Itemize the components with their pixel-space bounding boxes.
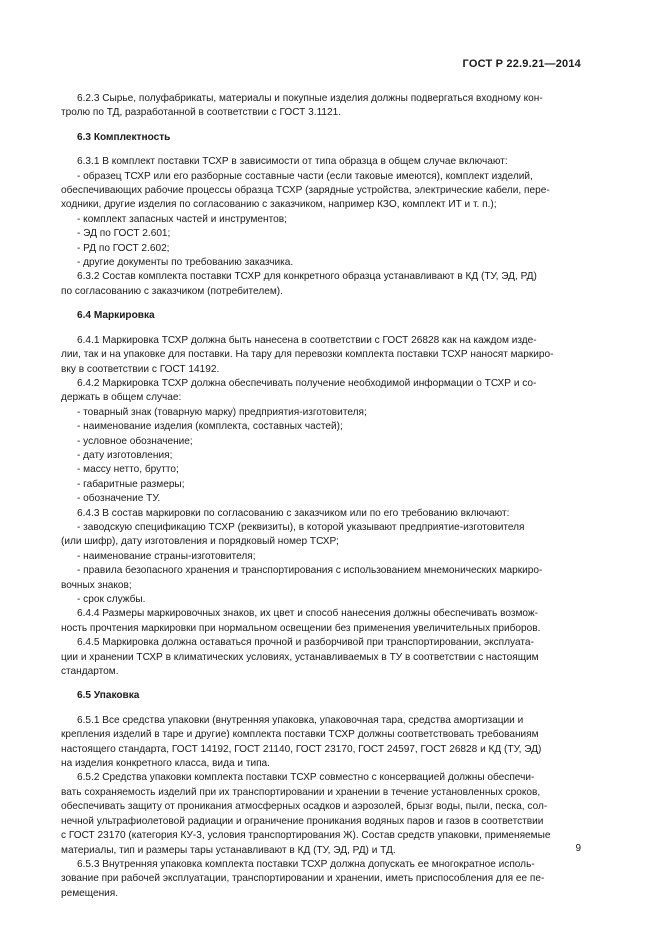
list-item: - наименование страны-изготовителя;: [77, 550, 256, 562]
text-line: вать сохраняемость изделий при их транспортировании и хранении в течение установленных сроков,: [61, 786, 541, 798]
text-line: вочных знаков;: [61, 579, 132, 591]
text-line: лии, так и на упаковке для поставки. На тару для перевозки комплекта поставки ТСХР наносят маркиро-: [61, 349, 554, 361]
text-line: настоящего стандарта, ГОСТ 14192, ГОСТ 21140, ГОСТ 23170, ГОСТ 24597, ГОСТ 26828 и КД (ТУ, ЭД): [61, 743, 542, 755]
text-line: ность прочтения маркировки при нормальном освещении без применения увеличительных приборов.: [61, 622, 541, 634]
list-item: - товарный знак (товарную марку) предприятия-изготовителя;: [77, 406, 367, 418]
section-heading: 6.4 Маркировка: [77, 310, 155, 322]
page-content: [61, 92, 581, 901]
text-line: материалы, тип и размеры тары устанавливают в КД (ТУ, ЭД, РД) и ТД.: [61, 844, 396, 856]
text-line: 6.5.2 Средства упаковки комплекта поставки ТСХР совместно с консервацией должны обеспечи-: [77, 772, 535, 784]
text-line: по согласованию с заказчиком (потребителем).: [61, 285, 283, 297]
list-item: - заводскую спецификацию ТСХР (реквизиты), в которой указывают предприятие-изготовителя: [77, 521, 525, 533]
list-item: - правила безопасного хранения и транспортирования с использованием мнемонических маркиро-: [77, 565, 543, 577]
list-item: - дату изготовления;: [77, 449, 173, 461]
text-line: стандартом.: [61, 666, 119, 678]
list-item: - другие документы по требованию заказчика.: [77, 257, 294, 269]
list-item: - массу нетто, брутто;: [77, 464, 179, 476]
list-item: - условное обозначение;: [77, 435, 193, 447]
text-line: 6.2.3 Сырье, полуфабрикаты, материалы и покупные изделия должны подвергаться входному кон-: [77, 93, 543, 104]
text-line: 6.5.3 Внутренняя упаковка комплекта поставки ТСХР должна допускать ее многократное исполь-: [77, 858, 535, 870]
text-line: 6.4.5 Маркировка должна оставаться прочной и разборчивой при транспортировании, эксплуата-: [77, 637, 534, 649]
text-line: 6.4.3 В состав маркировки по согласованию с заказчиком или по его требованию включают:: [77, 507, 510, 519]
list-item: - РД по ГОСТ 2.602;: [77, 242, 170, 254]
text-line: 6.3.1 В комплект поставки ТСХР в зависимости от типа образца в общем случае включают:: [77, 156, 508, 168]
text-line: 6.4.4 Размеры маркировочных знаков, их цвет и способ нанесения должны обеспечивать возмож-: [77, 608, 539, 620]
text-line: с ГОСТ 23170 (категория КУ-3, условия транспортирования Ж). Состав средств упаковки, применяемые: [61, 830, 551, 842]
text-line: 6.3.2 Состав комплекта поставки ТСХР для конкретного образца устанавливают в КД (ТУ, ЭД, РД): [77, 271, 537, 283]
list-item: - срок службы.: [77, 594, 146, 605]
list-item: - обозначение ТУ.: [77, 493, 161, 505]
text-line: 6.4.2 Маркировка ТСХР должна обеспечивать получение необходимой информации о ТСХР и со-: [77, 377, 537, 389]
text-line: 6.4.1 Маркировка ТСХР должна быть нанесена в соответствии с ГОСТ 26828 как на каждом изде-: [77, 334, 537, 346]
text-line: - образец ТСХР или его разборные составные части (если таковые имеются), комплект изделий,: [77, 170, 533, 182]
text-line: (или шифр), дату изготовления и порядковый номер ТСХР;: [61, 536, 339, 548]
text-line: держать в общем случае:: [61, 392, 182, 404]
text-line: зование при рабочей эксплуатации, транспортировании и хранении, иметь приспособления для ее пе-: [61, 873, 545, 885]
text-line: ции и хранении ТСХР в климатических условиях, устанавливаемых в ТУ в соответствии с настоящим: [61, 651, 539, 663]
text-line: вку в соответствии с ГОСТ 14192.: [61, 363, 220, 375]
list-item: - ЭД по ГОСТ 2.601;: [77, 228, 171, 240]
text-line: обеспечивающих рабочие процессы образца ТСХР (зарядные устройства, электрические кабели, пере-: [61, 185, 550, 197]
list-item: - габаритные размеры;: [77, 478, 185, 490]
section-heading: 6.5 Упаковка: [77, 690, 140, 702]
text-line: ремещения.: [61, 887, 119, 899]
standard-header: ГОСТ Р 22.9.21—2014: [462, 58, 581, 70]
list-item: - наименование изделия (комплекта, составных частей);: [77, 421, 343, 433]
text-line: нечной ультрафиолетовой радиации и ограничение проникания водяных паров и газов в соответствии: [61, 815, 544, 827]
text-line: тролю по ТД, разработанной в соответствии с ГОСТ 3.1121.: [61, 107, 342, 119]
section-heading: 6.3 Комплектность: [77, 131, 171, 143]
page-number: 9: [575, 843, 581, 854]
text-line: обеспечивать защиту от проникания атмосферных осадков и аэрозолей, брызг воды, пыли, песка, сол-: [61, 801, 548, 813]
list-item: - комплект запасных частей и инструментов;: [77, 213, 287, 225]
text-line: 6.5.1 Все средства упаковки (внутренняя упаковка, упаковочная тара, средства амортизации и: [77, 714, 524, 726]
text-line: на изделия конкретного класса, вида и типа.: [61, 758, 270, 770]
text-line: крепления изделий в таре и другие) комплекта поставки ТСХР должны соответствовать требованиям: [61, 729, 539, 741]
text-line: ходники, другие изделия по согласованию с заказчиком, например КЗО, комплект ИТ и т. п.);: [61, 199, 497, 211]
